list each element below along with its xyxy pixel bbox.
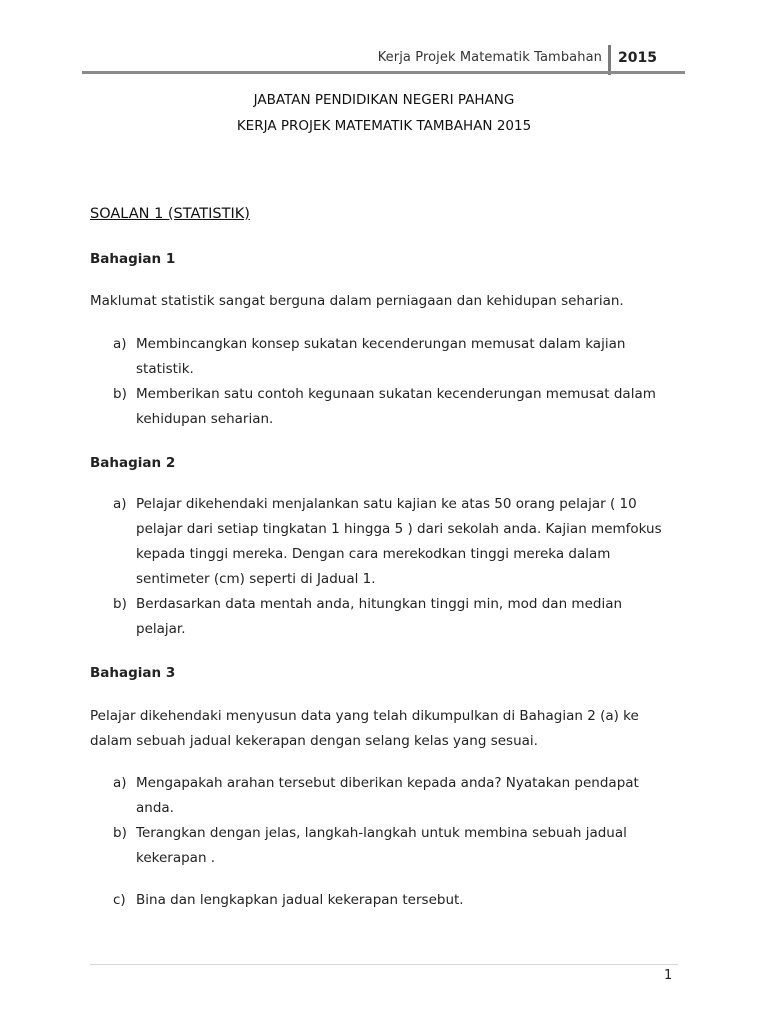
list-item-text: Membincangkan konsep sukatan kecenderungan memusat dalam kajian statistik.: [136, 336, 626, 377]
document-title-project: KERJA PROJEK MATEMATIK TAMBAHAN 2015: [236, 118, 532, 134]
list-item-text: Bina dan lengkapkan jadual kekerapan tersebut.: [136, 892, 464, 908]
part3-list-c: [113, 888, 673, 913]
part2-heading: Bahagian 2: [90, 455, 176, 471]
part1-list: [113, 332, 673, 432]
list-item-text: Memberikan satu contoh kegunaan sukatan kecenderungan memusat dalam kehidupan seharian.: [136, 386, 656, 427]
list-marker: a): [113, 336, 127, 352]
list-item: [113, 821, 673, 871]
part3-list: [113, 771, 673, 871]
list-marker: c): [113, 892, 126, 908]
list-item-text: Pelajar dikehendaki menjalankan satu kajian ke atas 50 orang pelajar ( 10 pelajar dari setiap tingkatan 1 hingga 5 ) dari sekolah anda. Kajian memfokus kepada tinggi mereka. Dengan cara merekodkan tinggi mereka dalam sentimeter (cm) seperti di Jadual 1.: [136, 496, 662, 587]
list-item-text: Berdasarkan data mentah anda, hitungkan tinggi min, mod dan median pelajar.: [136, 596, 623, 637]
list-item-text: Terangkan dengan jelas, langkah-langkah untuk membina sebuah jadual kekerapan .: [136, 825, 627, 866]
header-rule: [82, 71, 685, 74]
document-title-department: JABATAN PENDIDIKAN NEGERI PAHANG: [253, 92, 515, 108]
list-item: [113, 332, 673, 382]
part2-list: [113, 492, 673, 642]
list-marker: a): [113, 496, 127, 512]
list-item: [113, 382, 673, 432]
section-title: SOALAN 1 (STATISTIK): [90, 206, 250, 222]
list-marker: b): [113, 825, 127, 841]
list-item-text: Mengapakah arahan tersebut diberikan kepada anda? Nyatakan pendapat anda.: [136, 775, 639, 816]
list-marker: b): [113, 596, 127, 612]
list-item: [113, 888, 673, 913]
part1-intro: Maklumat statistik sangat berguna dalam perniagaan dan kehidupan seharian.: [90, 293, 624, 309]
footer-rule: [90, 964, 678, 965]
running-header-title: Kerja Projek Matematik Tambahan: [377, 50, 602, 65]
part3-intro: Pelajar dikehendaki menyusun data yang telah dikumpulkan di Bahagian 2 (a) ke dalam sebuah jadual kekerapan dengan selang kelas yang sesuai.: [90, 708, 639, 749]
list-item: [113, 771, 673, 821]
list-marker: a): [113, 775, 127, 791]
list-item: [113, 492, 673, 592]
part1-heading: Bahagian 1: [90, 251, 176, 267]
part3-heading: Bahagian 3: [90, 665, 176, 681]
list-marker: b): [113, 386, 127, 402]
page-number: 1: [664, 968, 673, 983]
list-item: [113, 592, 673, 642]
running-header-year: 2015: [618, 50, 657, 66]
